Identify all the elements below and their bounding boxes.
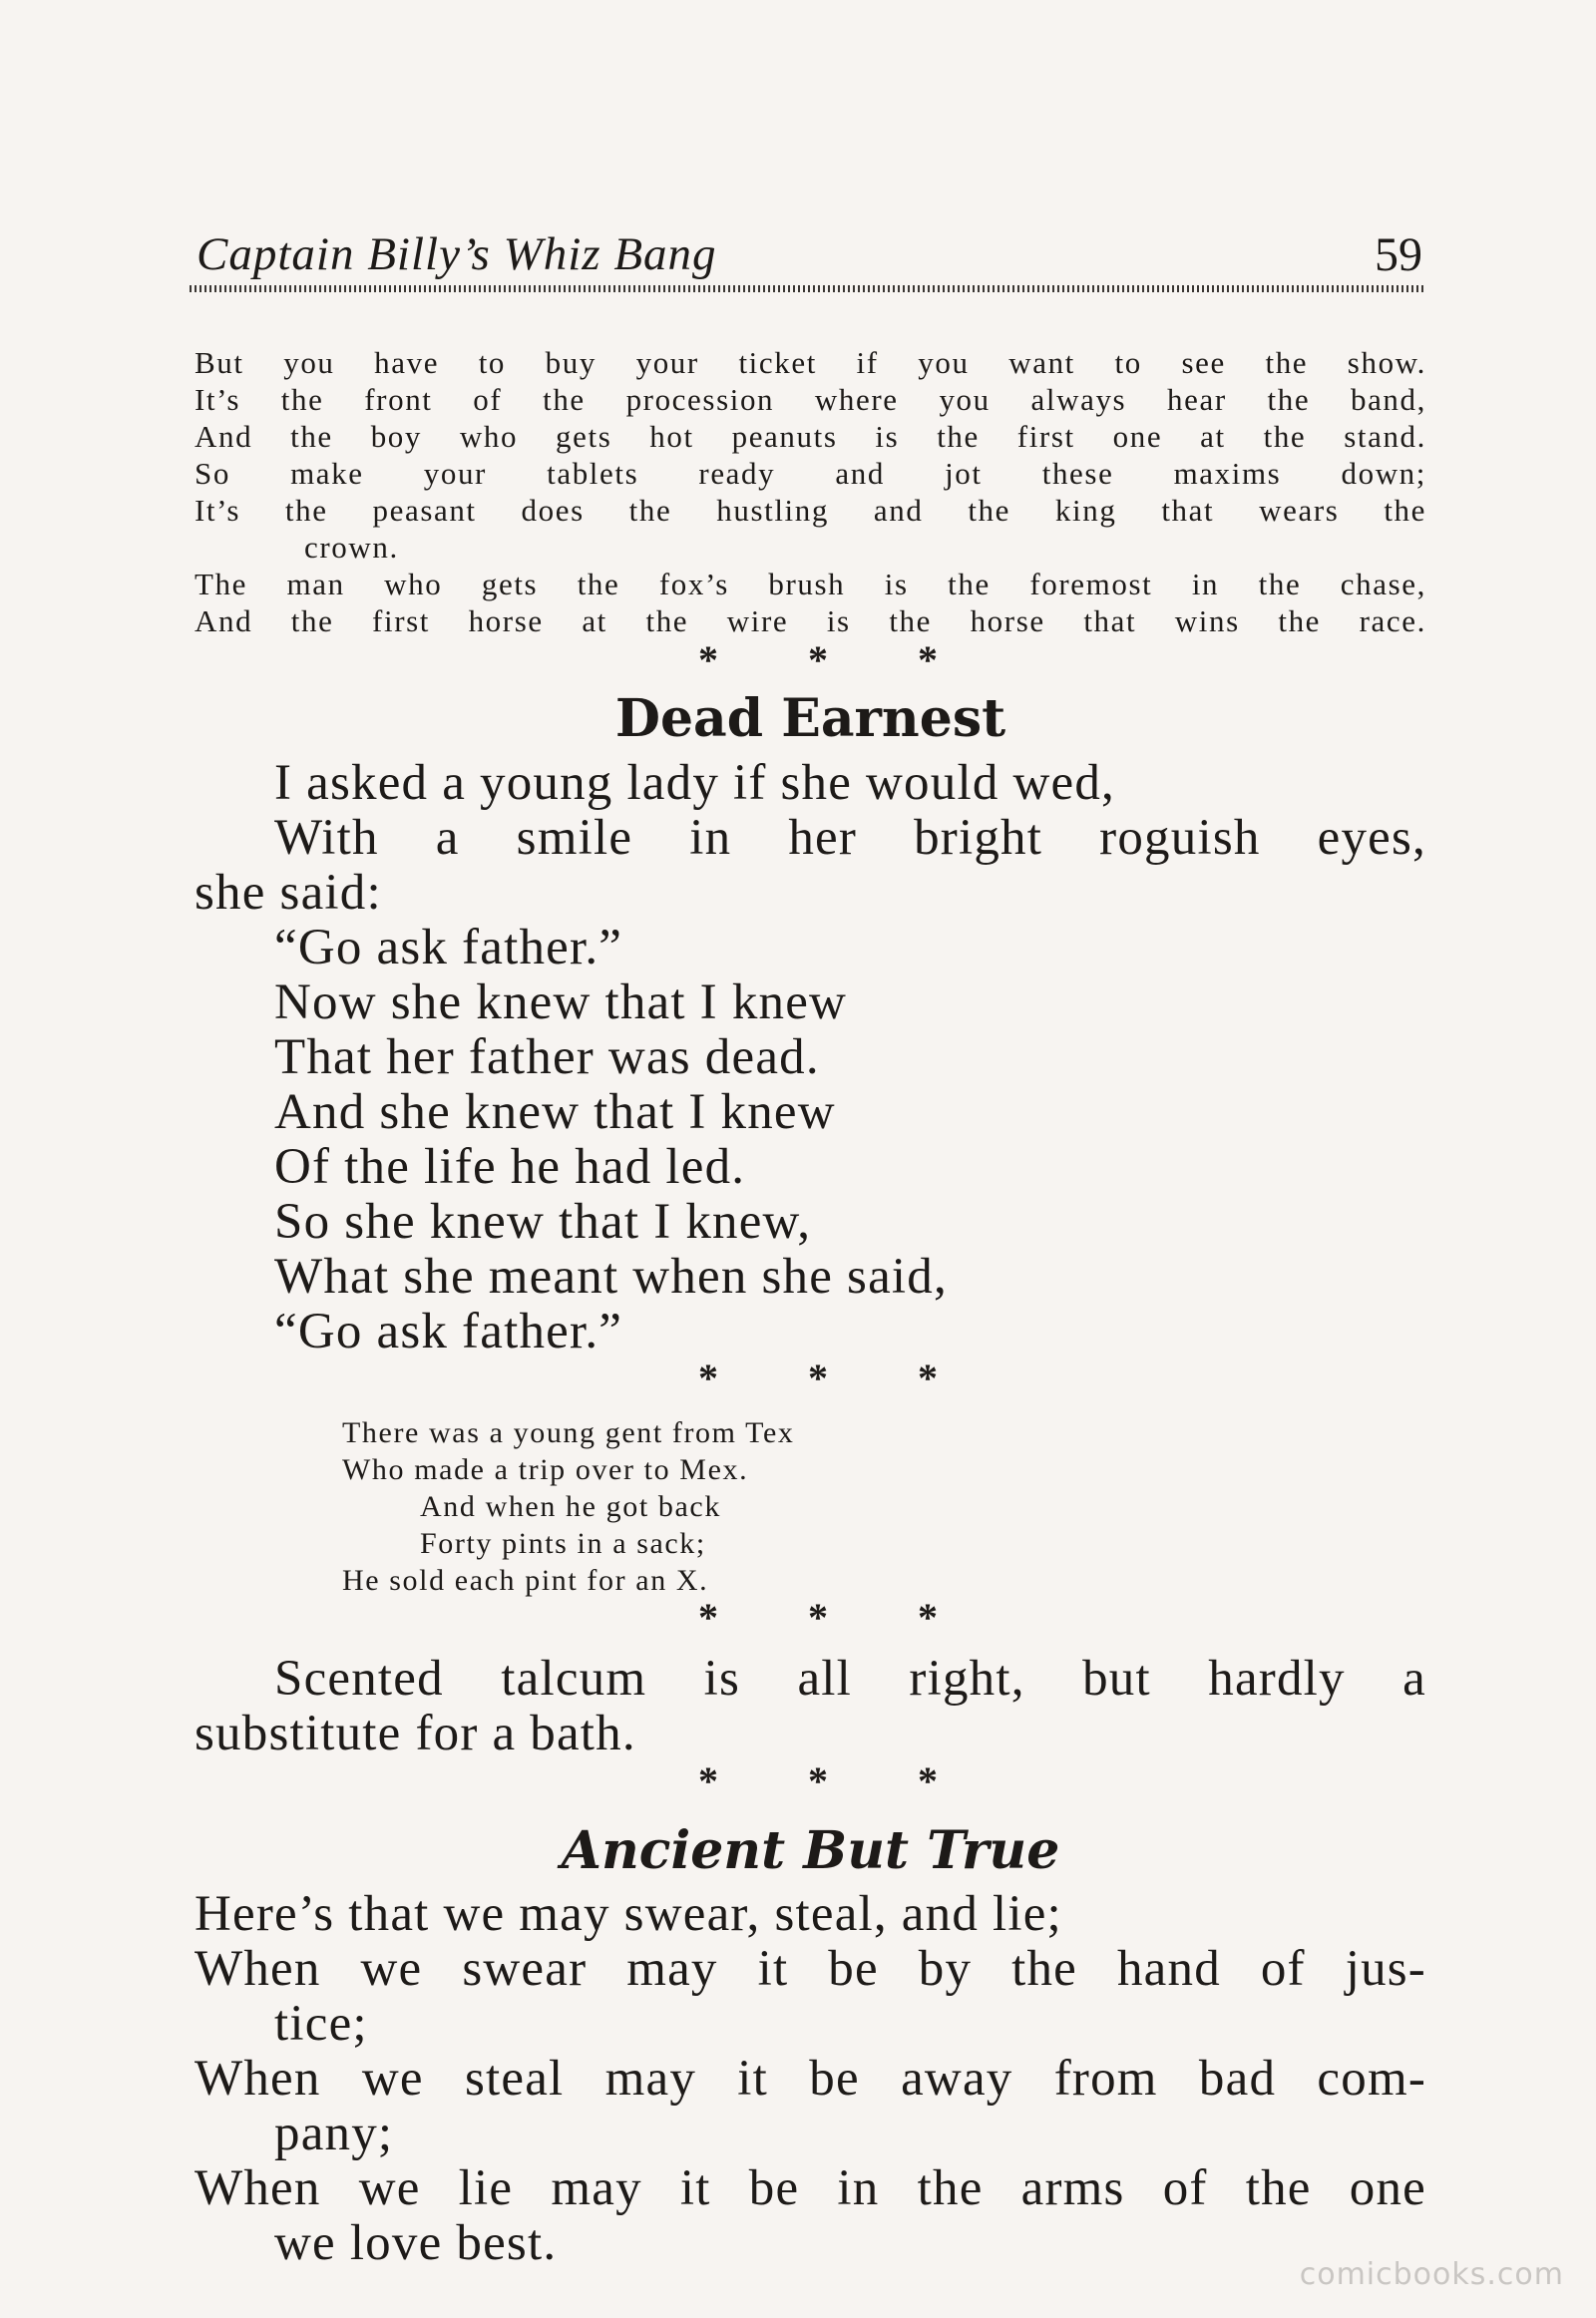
verse-line: The man who gets the fox’s brush is the foremost in the chase,: [195, 567, 1426, 601]
page-header: [195, 221, 1426, 281]
poem-line: I asked a young lady if she would wed,: [274, 755, 1115, 811]
verse-line: It’s the front of the procession where you always hear the band,: [195, 382, 1426, 417]
joke-line: substitute for a bath.: [195, 1706, 636, 1761]
poem-line: Of the life he had led.: [274, 1139, 746, 1195]
poem-line: “Go ask father.”: [274, 1304, 623, 1359]
separator-star: *: [808, 1595, 828, 1640]
separator-star: *: [698, 1355, 718, 1400]
poem-line: “Go ask father.”: [274, 920, 623, 975]
limerick-line: Forty pints in a sack;: [420, 1527, 706, 1560]
joke-line: Scented talcum is all right, but hardly a: [274, 1651, 1426, 1707]
header-rule: [190, 285, 1426, 292]
poem-line: With a smile in her bright roguish eyes,: [274, 810, 1426, 866]
separator-star: *: [808, 1355, 828, 1400]
poem-line: she said:: [195, 865, 382, 921]
toast-line: pany;: [274, 2106, 394, 2161]
separator-star: *: [918, 637, 938, 682]
section-separator: [698, 636, 938, 683]
poem-line: So she knew that I knew,: [274, 1194, 812, 1250]
separator-star: *: [808, 637, 828, 682]
section-separator: [698, 1354, 938, 1401]
verse-line: crown.: [304, 530, 399, 565]
limerick-line: He sold each pint for an X.: [342, 1564, 709, 1597]
separator-star: *: [918, 1595, 938, 1640]
toast-line: tice;: [274, 1996, 368, 2052]
toast-line: Here’s that we may swear, steal, and lie;: [195, 1886, 1062, 1942]
limerick-line: There was a young gent from Tex: [342, 1416, 795, 1449]
toast-line: When we swear may it be by the hand of jus-: [195, 1941, 1426, 1997]
poem-line: And she knew that I knew: [274, 1084, 836, 1140]
separator-star: *: [808, 1758, 828, 1803]
separator-star: *: [918, 1758, 938, 1803]
page-number: 59: [1375, 228, 1422, 281]
separator-star: *: [698, 1758, 718, 1803]
poem-line: What she meant when she said,: [274, 1249, 948, 1305]
separator-star: *: [698, 1595, 718, 1640]
verse-line: So make your tablets ready and jot these maxims down;: [195, 456, 1426, 491]
verse-line: And the first horse at the wire is the horse that wins the race.: [195, 603, 1426, 638]
toast-line: When we lie may it be in the arms of the one: [195, 2160, 1426, 2216]
separator-star: *: [698, 637, 718, 682]
running-title: Captain Billy’s Whiz Bang: [197, 228, 717, 280]
separator-star: *: [918, 1355, 938, 1400]
verse-line: And the boy who gets hot peanuts is the first one at the stand.: [195, 419, 1426, 454]
section-title-ancient-but-true: Ancient But True: [561, 1820, 1060, 1881]
limerick-line: Who made a trip over to Mex.: [342, 1453, 749, 1486]
poem-line: Now she knew that I knew: [274, 974, 848, 1030]
poem-line: That her father was dead.: [274, 1029, 820, 1085]
verse-line: But you have to buy your ticket if you want to see the show.: [195, 345, 1426, 380]
section-separator: [698, 1594, 938, 1641]
toast-line: we love best.: [274, 2215, 558, 2271]
section-title-dead-earnest: Dead Earnest: [614, 688, 1006, 749]
verse-line: It’s the peasant does the hustling and the king that wears the: [195, 493, 1426, 528]
site-watermark: comicbooks.com: [1299, 2257, 1564, 2292]
toast-line: When we steal may it be away from bad com-: [195, 2051, 1426, 2107]
limerick-line: And when he got back: [420, 1490, 721, 1523]
section-separator: [698, 1757, 938, 1804]
